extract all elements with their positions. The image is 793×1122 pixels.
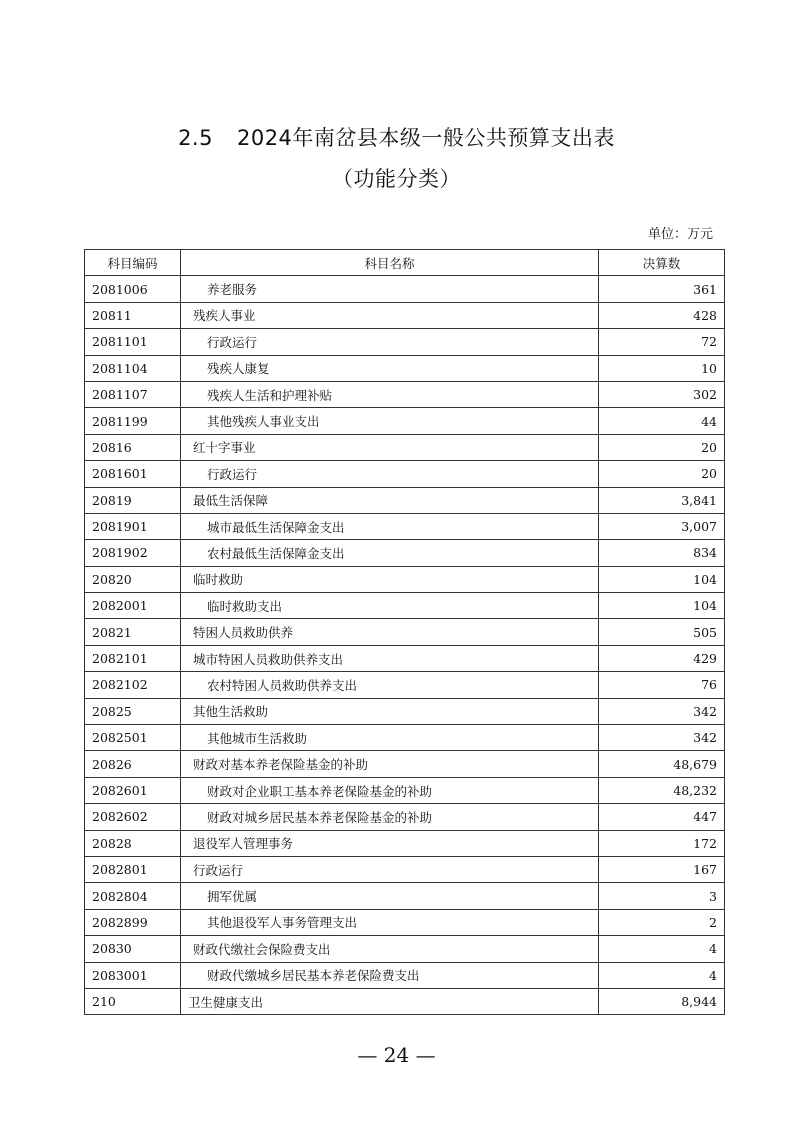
row-amount: 3,841 xyxy=(599,487,725,513)
row-code: 2081107 xyxy=(85,381,181,407)
row-name: 城市最低生活保障金支出 xyxy=(181,513,599,539)
row-amount: 76 xyxy=(599,672,725,698)
row-name: 财政对城乡居民基本养老保险基金的补助 xyxy=(181,804,599,830)
row-amount: 20 xyxy=(599,434,725,460)
row-code: 2081006 xyxy=(85,276,181,302)
row-amount: 10 xyxy=(599,355,725,381)
row-amount: 104 xyxy=(599,593,725,619)
row-amount: 4 xyxy=(599,962,725,988)
table-row xyxy=(85,645,725,671)
row-name: 残疾人康复 xyxy=(181,355,599,381)
row-name: 财政代缴社会保险费支出 xyxy=(181,936,599,962)
row-code: 2082601 xyxy=(85,777,181,803)
row-code: 2082801 xyxy=(85,856,181,882)
table-header-row xyxy=(85,250,725,276)
row-code: 20821 xyxy=(85,619,181,645)
row-name: 特困人员救助供养 xyxy=(181,619,599,645)
table-row xyxy=(85,936,725,962)
row-name: 退役军人管理事务 xyxy=(181,830,599,856)
table-row xyxy=(85,381,725,407)
table-row xyxy=(85,962,725,988)
row-code: 2082602 xyxy=(85,804,181,830)
page-title xyxy=(0,122,793,152)
page-subtitle: （功能分类） xyxy=(332,167,461,191)
row-code: 20816 xyxy=(85,434,181,460)
row-code: 210 xyxy=(85,988,181,1014)
row-code: 2082101 xyxy=(85,645,181,671)
table-row xyxy=(85,804,725,830)
row-amount: 104 xyxy=(599,566,725,592)
row-amount: 361 xyxy=(599,276,725,302)
title-main: 2024年南岔县本级一般公共预算支出表 xyxy=(236,126,615,150)
row-name: 临时救助 xyxy=(181,566,599,592)
row-name: 行政运行 xyxy=(181,461,599,487)
page-number: — 24 — xyxy=(357,1043,436,1067)
row-code: 2082899 xyxy=(85,909,181,935)
row-amount: 167 xyxy=(599,856,725,882)
row-code: 20819 xyxy=(85,487,181,513)
row-code: 20825 xyxy=(85,698,181,724)
row-code: 2081901 xyxy=(85,513,181,539)
row-amount: 44 xyxy=(599,408,725,434)
row-code: 2083001 xyxy=(85,962,181,988)
row-name: 残疾人生活和护理补贴 xyxy=(181,381,599,407)
row-code: 20828 xyxy=(85,830,181,856)
row-code: 20811 xyxy=(85,302,181,328)
row-amount: 342 xyxy=(599,725,725,751)
row-amount: 20 xyxy=(599,461,725,487)
table-row xyxy=(85,566,725,592)
table-row xyxy=(85,513,725,539)
row-name: 农村特困人员救助供养支出 xyxy=(181,672,599,698)
expenditure-table xyxy=(84,249,725,1015)
header-amount: 决算数 xyxy=(599,250,725,276)
row-name: 红十字事业 xyxy=(181,434,599,460)
section-number: 2.5 xyxy=(178,126,213,150)
table-row xyxy=(85,883,725,909)
table-row xyxy=(85,988,725,1014)
table-row xyxy=(85,619,725,645)
row-name: 其他生活救助 xyxy=(181,698,599,724)
table-row xyxy=(85,329,725,355)
table-row xyxy=(85,698,725,724)
table-row xyxy=(85,540,725,566)
unit-label: 单位：万元 xyxy=(647,227,713,242)
table-row xyxy=(85,856,725,882)
row-name: 财政对企业职工基本养老保险基金的补助 xyxy=(181,777,599,803)
row-name: 其他退役军人事务管理支出 xyxy=(181,909,599,935)
row-name: 残疾人事业 xyxy=(181,302,599,328)
row-name: 财政对基本养老保险基金的补助 xyxy=(181,751,599,777)
table-row xyxy=(85,593,725,619)
row-code: 2082001 xyxy=(85,593,181,619)
table-row xyxy=(85,302,725,328)
header-code: 科目编码 xyxy=(85,250,181,276)
row-name: 其他残疾人事业支出 xyxy=(181,408,599,434)
row-name: 养老服务 xyxy=(181,276,599,302)
row-code: 2082102 xyxy=(85,672,181,698)
row-amount: 505 xyxy=(599,619,725,645)
row-amount: 447 xyxy=(599,804,725,830)
table-row xyxy=(85,725,725,751)
row-name: 其他城市生活救助 xyxy=(181,725,599,751)
row-amount: 4 xyxy=(599,936,725,962)
row-amount: 48,232 xyxy=(599,777,725,803)
row-amount: 8,944 xyxy=(599,988,725,1014)
table-row xyxy=(85,751,725,777)
row-name: 城市特困人员救助供养支出 xyxy=(181,645,599,671)
row-amount: 834 xyxy=(599,540,725,566)
row-amount: 2 xyxy=(599,909,725,935)
row-amount: 3,007 xyxy=(599,513,725,539)
table-row xyxy=(85,276,725,302)
row-code: 20820 xyxy=(85,566,181,592)
table-row xyxy=(85,909,725,935)
row-name: 临时救助支出 xyxy=(181,593,599,619)
row-amount: 428 xyxy=(599,302,725,328)
row-code: 20830 xyxy=(85,936,181,962)
table-row xyxy=(85,355,725,381)
row-name: 财政代缴城乡居民基本养老保险费支出 xyxy=(181,962,599,988)
table-row xyxy=(85,830,725,856)
row-name: 行政运行 xyxy=(181,856,599,882)
row-code: 20826 xyxy=(85,751,181,777)
table-body xyxy=(85,276,725,1015)
table-row xyxy=(85,672,725,698)
table-row xyxy=(85,408,725,434)
row-code: 2081101 xyxy=(85,329,181,355)
row-code: 2081199 xyxy=(85,408,181,434)
row-code: 2082804 xyxy=(85,883,181,909)
row-amount: 342 xyxy=(599,698,725,724)
row-name: 卫生健康支出 xyxy=(181,988,599,1014)
row-name: 拥军优属 xyxy=(181,883,599,909)
row-amount: 429 xyxy=(599,645,725,671)
header-name: 科目名称 xyxy=(181,250,599,276)
row-code: 2081104 xyxy=(85,355,181,381)
row-amount: 48,679 xyxy=(599,751,725,777)
row-amount: 72 xyxy=(599,329,725,355)
row-name: 农村最低生活保障金支出 xyxy=(181,540,599,566)
row-code: 2081601 xyxy=(85,461,181,487)
row-name: 行政运行 xyxy=(181,329,599,355)
row-amount: 302 xyxy=(599,381,725,407)
row-amount: 3 xyxy=(599,883,725,909)
table-row xyxy=(85,434,725,460)
table-row xyxy=(85,461,725,487)
row-amount: 172 xyxy=(599,830,725,856)
row-code: 2081902 xyxy=(85,540,181,566)
table-row xyxy=(85,777,725,803)
table-row xyxy=(85,487,725,513)
row-code: 2082501 xyxy=(85,725,181,751)
row-name: 最低生活保障 xyxy=(181,487,599,513)
